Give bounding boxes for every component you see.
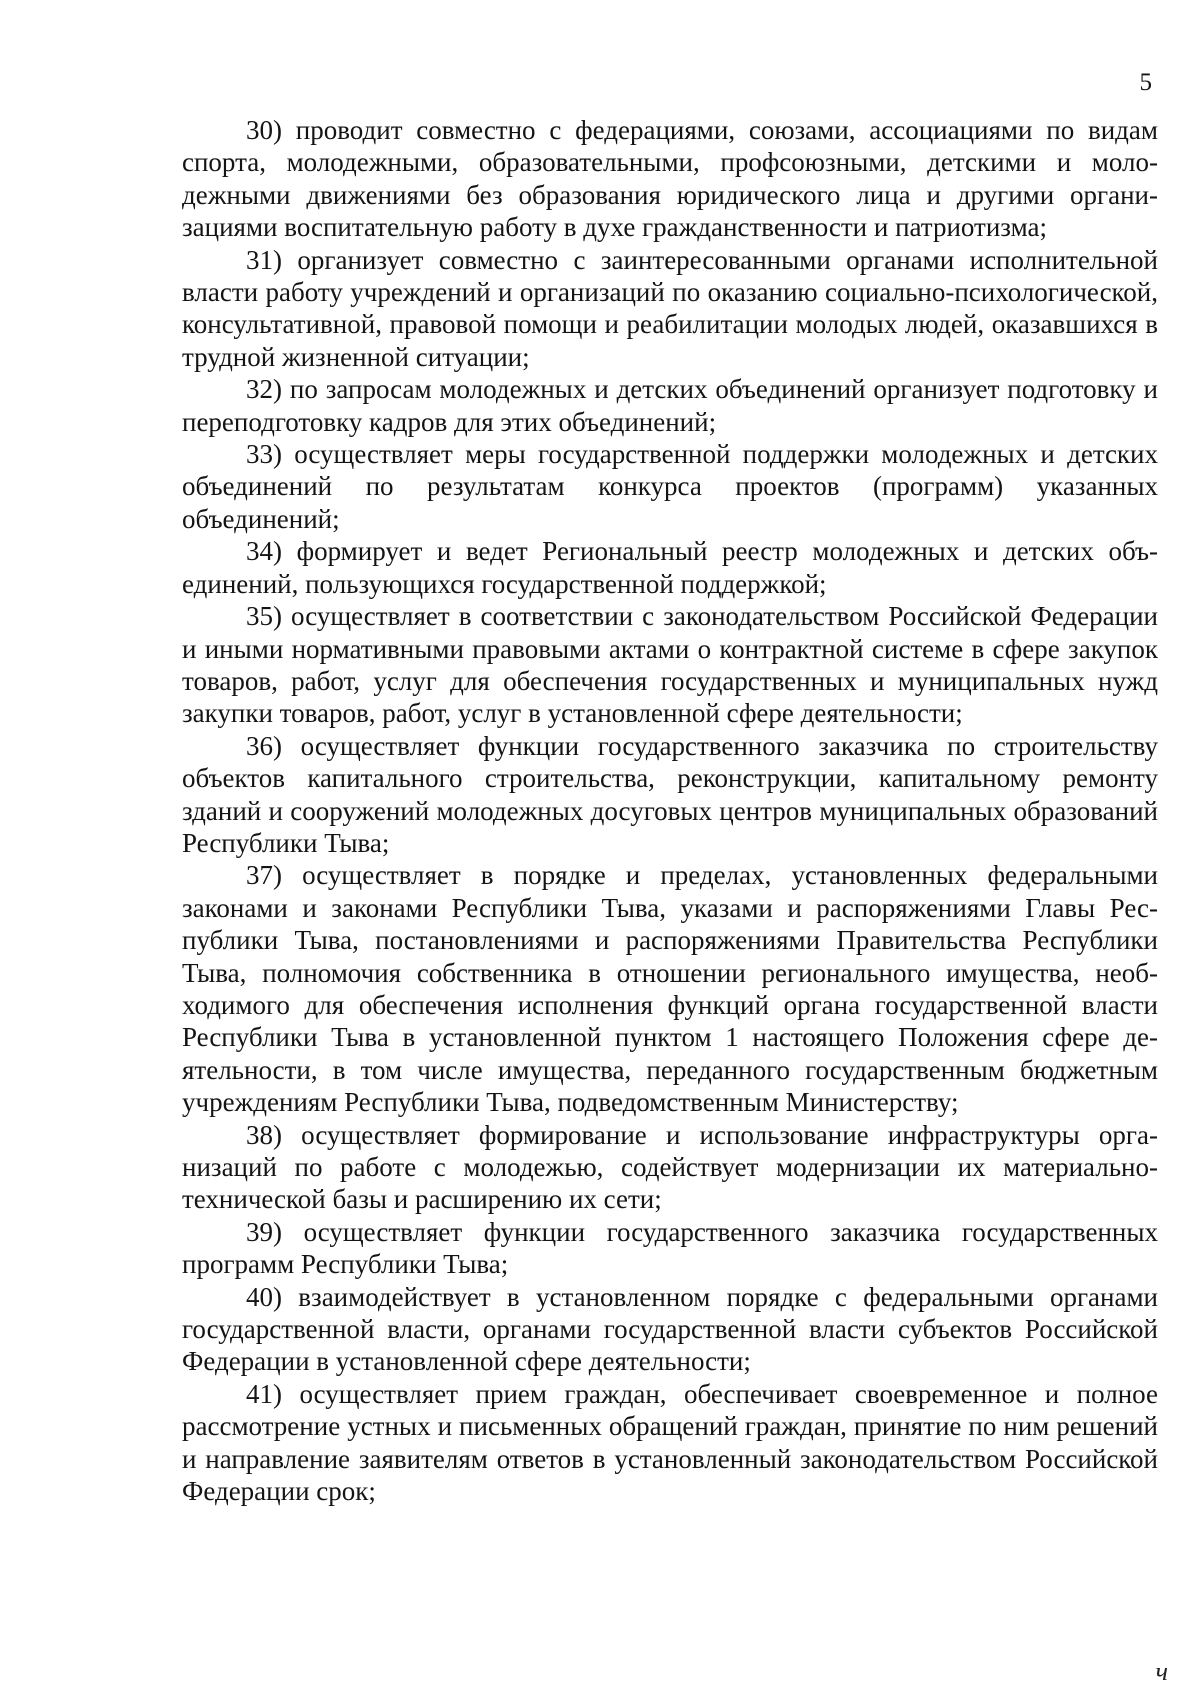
paragraph-39: 39) осуществляет функции государственного заказчика государственных программ Республики Тыва;	[182, 1216, 1158, 1280]
paragraph-36: 36) осуществляет функции государственного заказчика по строительству объектов капитального строительства, реконструкции, капитальному ремонту зданий и сооружений молодежных досуговых центров муниципальных образований Республики Тыва;	[182, 730, 1158, 858]
page-number: 5	[1139, 69, 1152, 96]
paragraph-40: 40) взаимодействует в установленном порядке с федеральными органами государственной власти, органами государственной власти субъектов Российской Федерации в установленной сфере деятельности;	[182, 1281, 1158, 1377]
paragraph-30: 30) проводит совместно с федерациями, союзами, ассоциациями по видам спорта, молодежными, образовательными, профсоюзными, детскими и молодежными движениями без образования юридического лица и другими организациями воспитательную работу в духе гражданственности и патриотизма;	[182, 115, 1158, 243]
paragraph-37: 37) осуществляет в порядке и пределах, установленных федеральными законами и законами Республики Тыва, указами и распоряжениями Главы Республики Тыва, постановлениями и распоряжениями Правительства Республики Тыва, полномочия собственника в отношении регионального имущества, необходимого для обеспечения исполнения функций органа государственной власти Республики Тыва в установленной пунктом 1 настоящего Положения сфере деятельности, в том числе имущества, переданного государственным бюджетным учреждениям Республики Тыва, подведомственным Министерству;	[182, 860, 1158, 1118]
paragraph-31: 31) организует совместно с заинтересованными органами исполнительной власти работу учреждений и организаций по оказанию социально-психологической, консультативной, правовой помощи и реабилитации молодых людей, оказавшихся в трудной жизненной ситуации;	[182, 244, 1158, 372]
paragraph-35: 35) осуществляет в соответствии с законодательством Российской Федерации и иными нормативными правовыми актами о контрактной системе в сфере закупок товаров, работ, услуг для обеспечения государственных и муниципальных нужд закупки товаров, работ, услуг в установленной сфере деятельности;	[182, 601, 1158, 729]
corner-mark: ч	[1155, 1657, 1168, 1686]
paragraph-32: 32) по запросам молодежных и детских объединений организует подготовку и переподготовку кадров для этих объединений;	[182, 374, 1158, 437]
paragraph-34: 34) формирует и ведет Региональный реестр молодежных и детских объединений, пользующихся государственной поддержкой;	[182, 536, 1158, 599]
document-body	[182, 114, 1158, 1507]
paragraph-41: 41) осуществляет прием граждан, обеспечивает своевременное и полное рассмотрение устных и письменных обращений граждан, принятие по ним решений и направление заявителям ответов в установленный законодательством Российской Федерации срок;	[182, 1378, 1158, 1507]
paragraph-33: 33) осуществляет меры государственной поддержки молодежных и детских объединений по результатам конкурса проектов (программ) указанных объединений;	[182, 439, 1158, 534]
paragraph-38: 38) осуществляет формирование и использование инфраструктуры организаций по работе с молодежью, содействует модернизации их материально-технической базы и расширению их сети;	[182, 1119, 1158, 1215]
